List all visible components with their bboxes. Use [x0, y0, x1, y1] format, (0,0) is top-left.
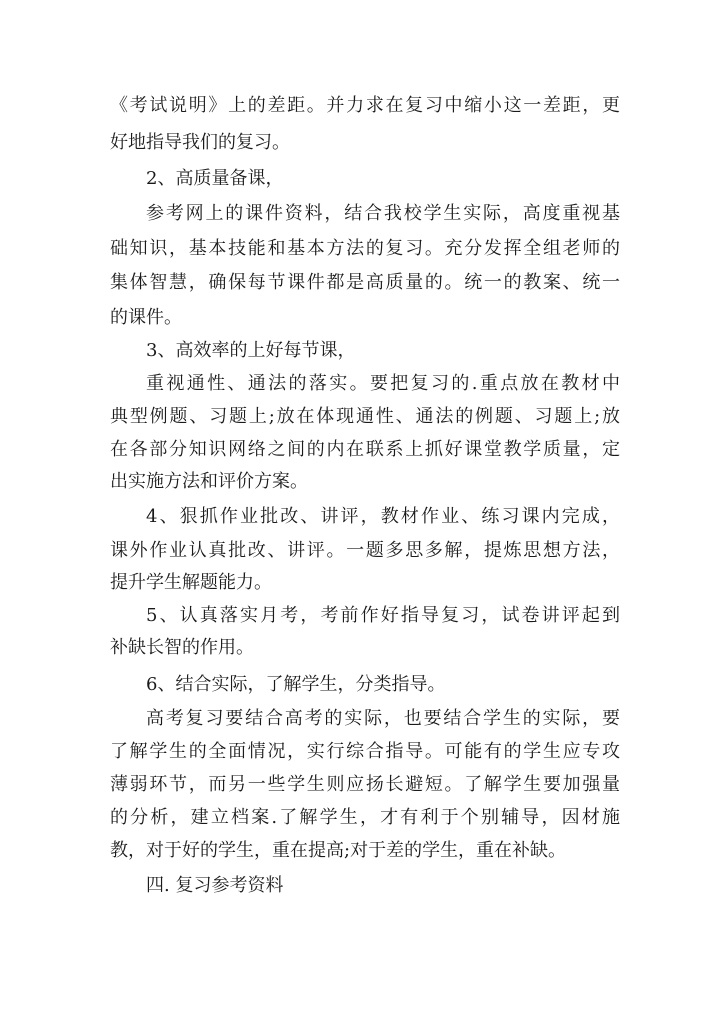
paragraph-line: 的分析，建立档案.了解学生，才有利于个别辅导，因材施: [110, 807, 620, 828]
paragraph-line: 好地指导我们的复习。: [110, 132, 290, 153]
paragraph-line: 《考试说明》上的差距。并力求在复习中缩小这一差距，更: [110, 95, 620, 116]
paragraph-line: 典型例题、习题上;放在体现通性、通法的例题、习题上;放: [110, 406, 620, 427]
paragraph-line: 高考复习要结合高考的实际，也要结合学生的实际，要: [146, 708, 620, 729]
paragraph-line: 了解学生的全面情况，实行综合指导。可能有的学生应专攻: [110, 741, 620, 762]
paragraph-line: 出实施方法和评价方案。: [110, 471, 308, 492]
section-heading: 四. 复习参考资料: [146, 875, 284, 896]
paragraph-line: 的课件。: [110, 307, 182, 328]
section-heading: 2、高质量备课，: [146, 168, 284, 189]
paragraph-line: 薄弱环节，而另一些学生则应扬长避短。了解学生要加强量: [110, 774, 620, 795]
section-heading: 3、高效率的上好每节课，: [146, 340, 356, 361]
paragraph-line: 集体智慧，确保每节课件都是高质量的。统一的教案、统一: [110, 272, 620, 293]
section-heading: 4、狠抓作业批改、讲评，教材作业、练习课内完成，: [146, 506, 620, 527]
paragraph-line: 教，对于好的学生，重在提高;对于差的学生，重在补缺。: [110, 840, 567, 861]
paragraph-line: 提升学生解题能力。: [110, 572, 272, 593]
paragraph-line: 课外作业认真批改、讲评。一题多思多解，提炼思想方法，: [110, 540, 620, 561]
section-heading: 5、认真落实月考，考前作好指导复习，试卷讲评起到: [146, 605, 620, 626]
paragraph-line: 在各部分知识网络之间的内在联系上抓好课堂教学质量，定: [110, 439, 620, 460]
section-heading: 6、结合实际，了解学生，分类指导。: [146, 674, 446, 695]
paragraph-line: 础知识，基本技能和基本方法的复习。充分发挥全组老师的: [110, 238, 620, 259]
paragraph-line: 参考网上的课件资料，结合我校学生实际，高度重视基: [146, 203, 620, 224]
paragraph-line: 重视通性、通法的落实。要把复习的.重点放在教材中: [146, 373, 620, 394]
paragraph-line: 补缺长智的作用。: [110, 637, 254, 658]
